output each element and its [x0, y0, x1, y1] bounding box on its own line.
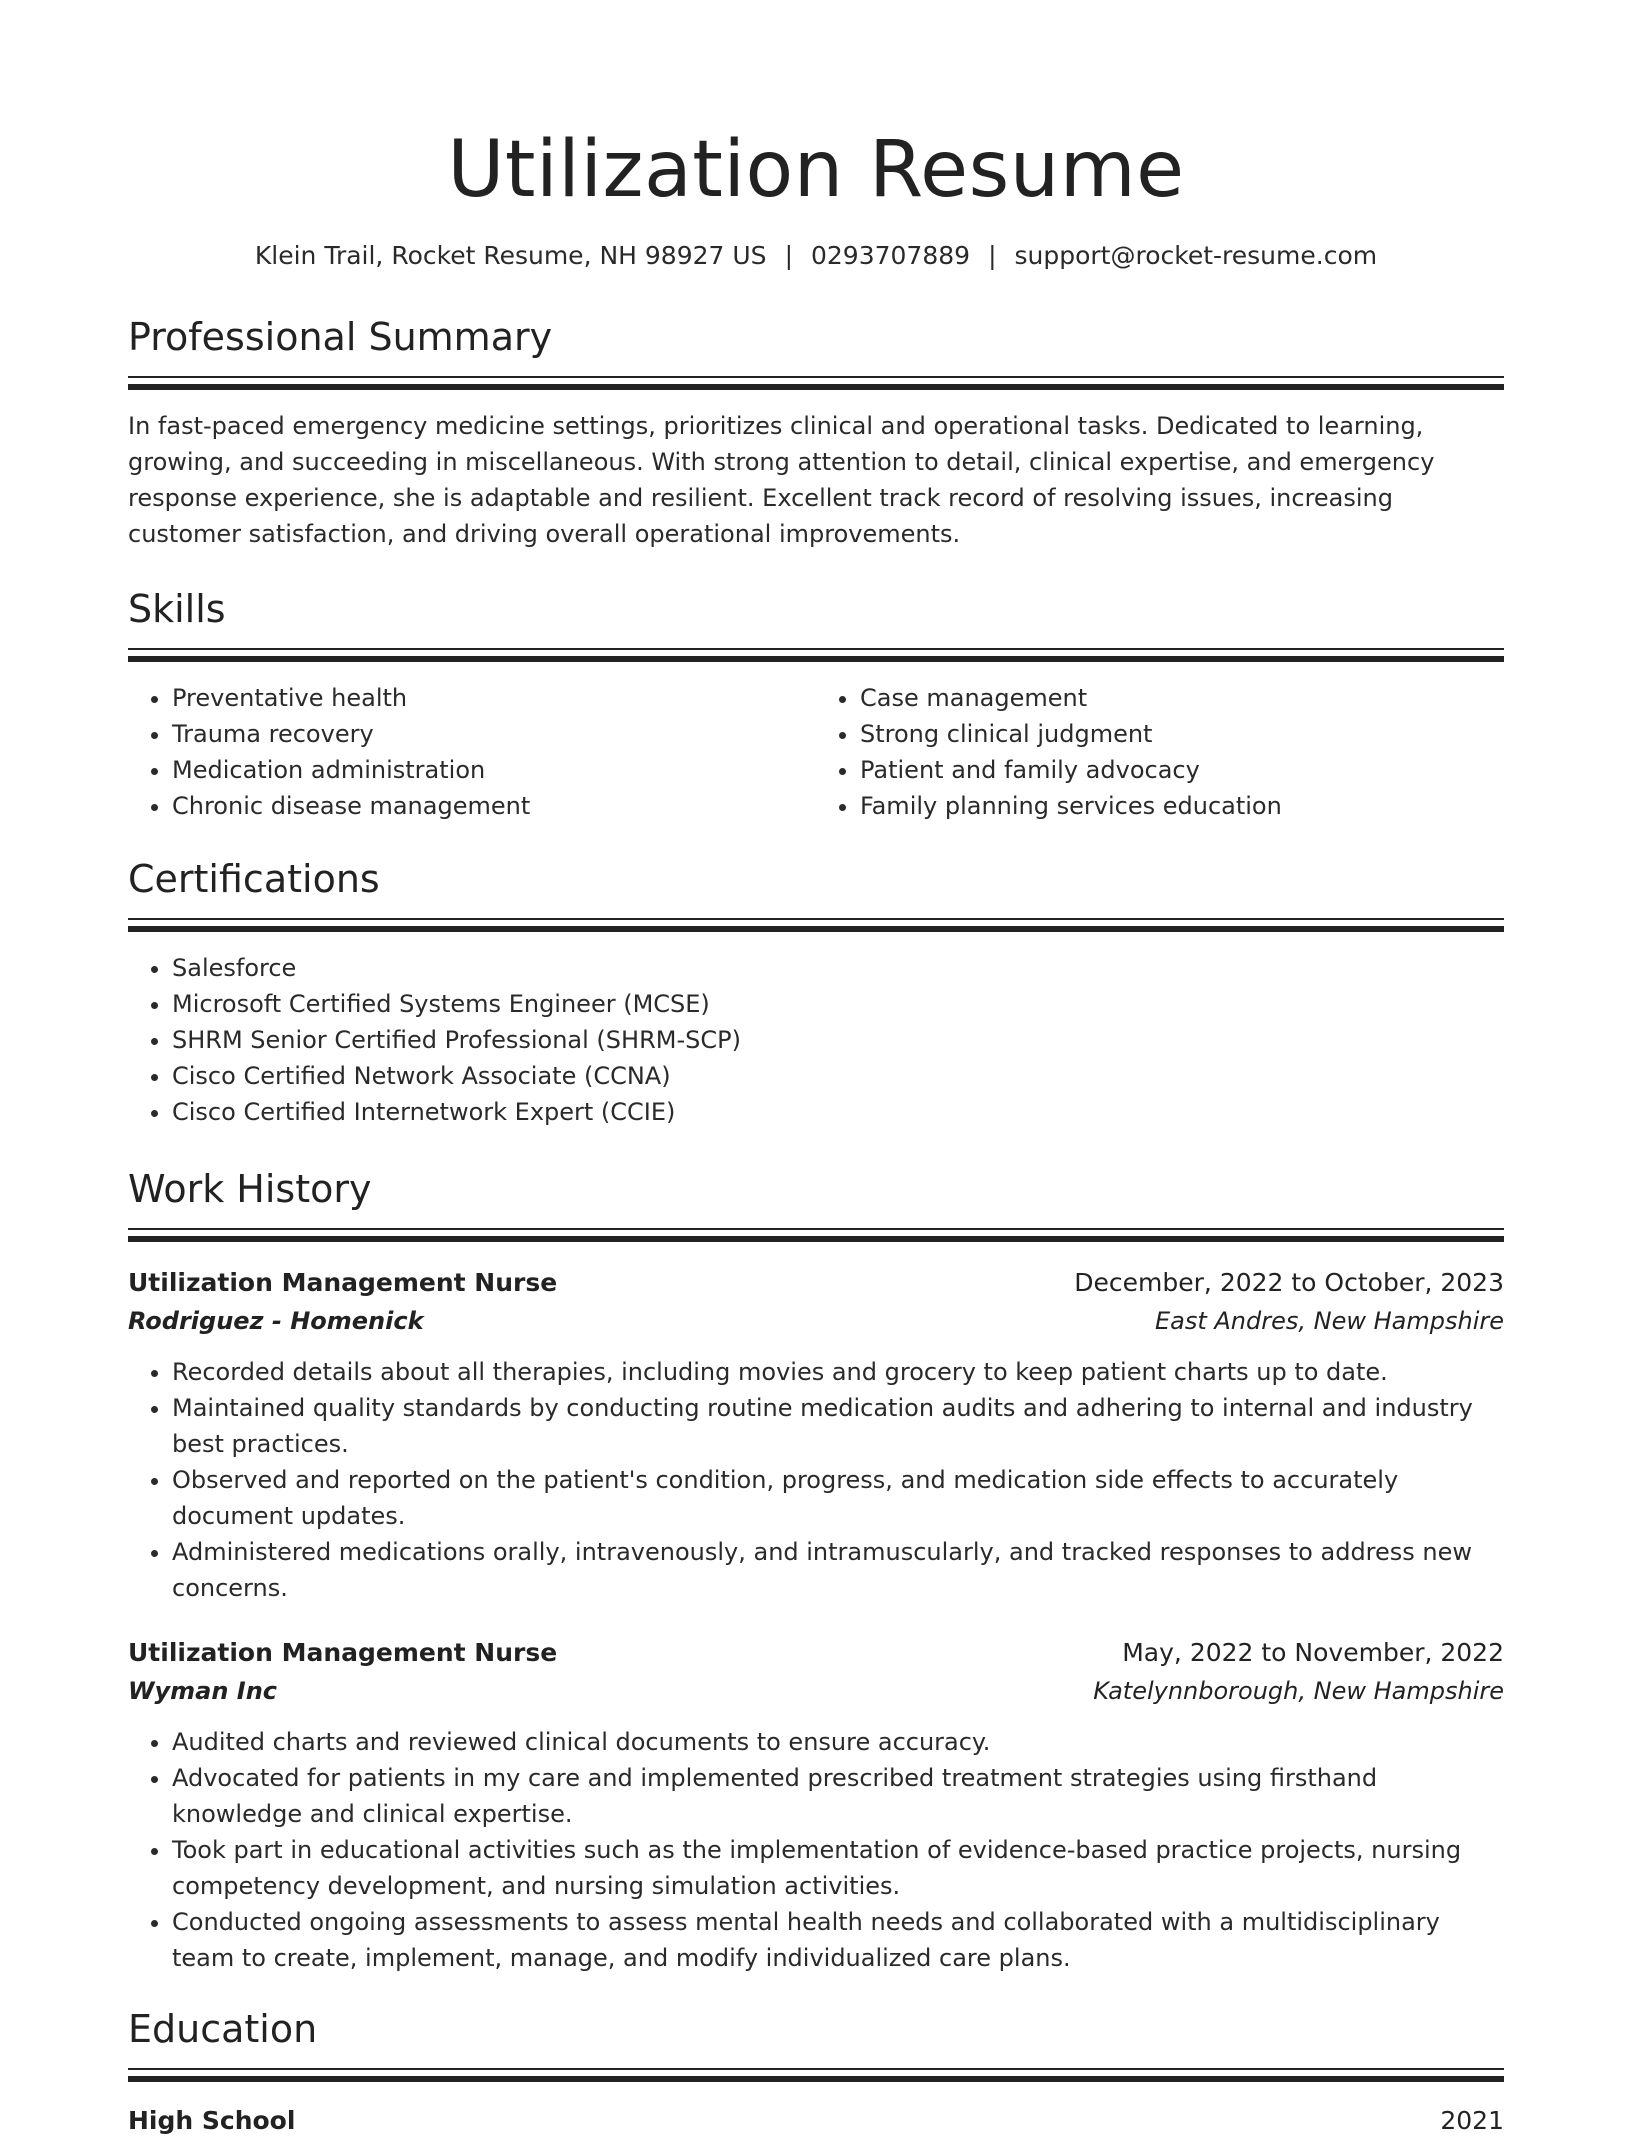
contact-line	[128, 238, 1504, 274]
skills-list-right	[816, 680, 1504, 824]
contact-separator: |	[988, 241, 997, 270]
section-divider	[128, 2068, 1504, 2082]
job-location: Katelynnborough, New Hampshire	[1093, 1677, 1504, 1705]
skills-section	[128, 586, 1504, 824]
certification-item: • Cisco Certified Internetwork Expert (CCIE)	[172, 1094, 1504, 1130]
skill-item: • Preventative health	[172, 680, 816, 716]
skill-item: • Case management	[860, 680, 1504, 716]
certification-item: • Salesforce	[172, 950, 1504, 986]
job-title: Utilization Management Nurse	[128, 1638, 558, 1667]
skills-list-left	[128, 680, 816, 824]
job-company: Wyman Inc	[128, 1677, 278, 1705]
section-divider	[128, 648, 1504, 662]
job-header-row	[128, 1264, 1504, 1302]
job-bullet: • Took part in educational activities such as the implementation of evidence-based practice projects, nursing competency development, and nursing simulation activities.	[172, 1832, 1504, 1904]
summary-heading: Professional Summary	[128, 315, 553, 359]
certifications-section	[128, 856, 1504, 1130]
section-divider	[128, 376, 1504, 390]
job-bullet: • Observed and reported on the patient's condition, progress, and medication side effects to accurately document updates.	[172, 1462, 1504, 1534]
work-history-heading: Work History	[128, 1167, 372, 1211]
certification-item: • SHRM Senior Certified Professional (SHRM-SCP)	[172, 1022, 1504, 1058]
job-subheader-row	[128, 1672, 1504, 1710]
skills-columns	[128, 680, 1504, 824]
skills-heading: Skills	[128, 587, 226, 631]
summary-text: In fast-paced emergency medicine settings, prioritizes clinical and operational tasks. Dedicated to learning, growing, and succeeding in miscellaneous. With strong attention to detail, clinical expertise, and emergency response experience, she is adaptable and resilient. Excellent track record of resolving issues, increasing customer satisfaction, and driving overall operational improvements.	[128, 412, 1435, 548]
education-degree: High School	[128, 2106, 296, 2135]
skill-item: • Medication administration	[172, 752, 816, 788]
education-row	[128, 2102, 1504, 2140]
contact-phone: 0293707889	[811, 241, 971, 270]
job-company: Rodriguez - Homenick	[128, 1307, 424, 1335]
job-header-row	[128, 1634, 1504, 1672]
job-entry	[128, 1264, 1504, 1606]
job-bullets	[128, 1724, 1504, 1976]
job-bullet: • Maintained quality standards by conducting routine medication audits and adhering to internal and industry best practices.	[172, 1390, 1504, 1462]
skill-item: • Strong clinical judgment	[860, 716, 1504, 752]
certification-item: • Microsoft Certified Systems Engineer (MCSE)	[172, 986, 1504, 1022]
certifications-list	[128, 950, 1504, 1130]
job-title: Utilization Management Nurse	[128, 1268, 558, 1297]
job-entry	[128, 1634, 1504, 1976]
education-heading: Education	[128, 2007, 318, 2051]
certifications-heading: Certifications	[128, 857, 380, 901]
job-bullet: • Conducted ongoing assessments to assess mental health needs and collaborated with a multidisciplinary team to create, implement, manage, and modify individualized care plans.	[172, 1904, 1504, 1976]
skill-item: • Patient and family advocacy	[860, 752, 1504, 788]
job-dates: December, 2022 to October, 2023	[1074, 1268, 1504, 1297]
job-bullet: • Recorded details about all therapies, including movies and grocery to keep patient charts up to date.	[172, 1354, 1504, 1390]
job-bullet: • Administered medications orally, intravenously, and intramuscularly, and tracked responses to address new concerns.	[172, 1534, 1504, 1606]
certification-item: • Cisco Certified Network Associate (CCNA)	[172, 1058, 1504, 1094]
job-bullet: • Audited charts and reviewed clinical documents to ensure accuracy.	[172, 1724, 1504, 1760]
skill-item: • Trauma recovery	[172, 716, 816, 752]
job-bullets	[128, 1354, 1504, 1606]
contact-separator: |	[784, 241, 793, 270]
section-divider	[128, 1228, 1504, 1242]
contact-address: Klein Trail, Rocket Resume, NH 98927 US	[254, 241, 767, 270]
contact-email: support@rocket-resume.com	[1014, 241, 1378, 270]
skill-item: • Chronic disease management	[172, 788, 816, 824]
section-divider	[128, 918, 1504, 932]
job-subheader-row	[128, 1302, 1504, 1340]
summary-section	[128, 314, 1504, 552]
work-history-section	[128, 1166, 1504, 1976]
skill-item: • Family planning services education	[860, 788, 1504, 824]
education-section	[128, 2006, 1504, 2140]
education-year: 2021	[1440, 2106, 1504, 2135]
job-bullet: • Advocated for patients in my care and implemented prescribed treatment strategies using firsthand knowledge and clinical expertise.	[172, 1760, 1504, 1832]
job-location: East Andres, New Hampshire	[1154, 1307, 1504, 1335]
job-dates: May, 2022 to November, 2022	[1122, 1638, 1504, 1667]
resume-title: Utilization Resume	[447, 125, 1185, 215]
